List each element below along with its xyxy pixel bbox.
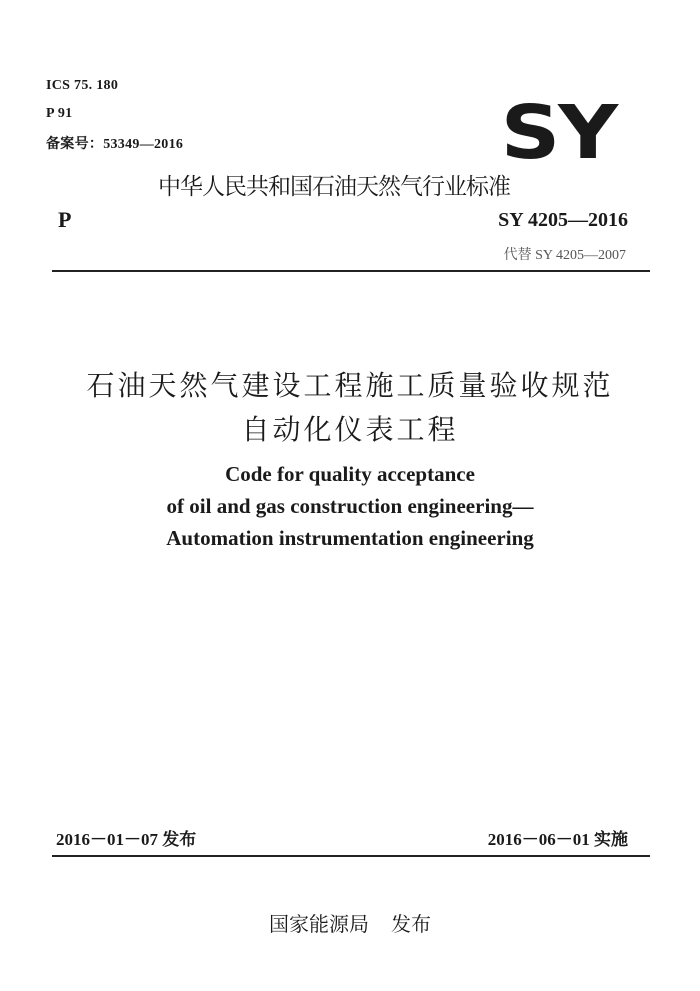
record-number: 备案号：53349—2016 (46, 137, 184, 152)
category-letter: P (58, 207, 72, 232)
ccs-code: P 91 (46, 106, 73, 121)
effective-date: 2016－06－01 实施 (487, 830, 628, 849)
ics-code: ICS 75. 180 (46, 78, 119, 93)
industry-standard-heading: 中华人民共和国石油天然气行业标准 (158, 174, 510, 200)
header-divider (52, 270, 650, 272)
footer-divider (52, 855, 650, 857)
issuer (0, 908, 700, 937)
title-en-line1: Code for quality acceptance (225, 462, 475, 486)
title-en-line3: Automation instrumentation engineering (166, 526, 534, 550)
title-en-line2: of oil and gas construction engineering— (166, 494, 534, 518)
issuer-action: 发布 (391, 912, 431, 936)
sy-logo: SY (500, 90, 616, 176)
issue-date: 2016－01－07 发布 (56, 830, 197, 849)
standard-number: SY 4205—2016 (498, 209, 628, 231)
title-cn-line2: 自动化仪表工程 (241, 413, 459, 446)
issuer-name: 国家能源局 (269, 912, 369, 936)
replaces-standard: 代替 SY 4205—2007 (503, 248, 626, 263)
title-cn-line1: 石油天然气建设工程施工质量验收规范 (86, 369, 614, 402)
